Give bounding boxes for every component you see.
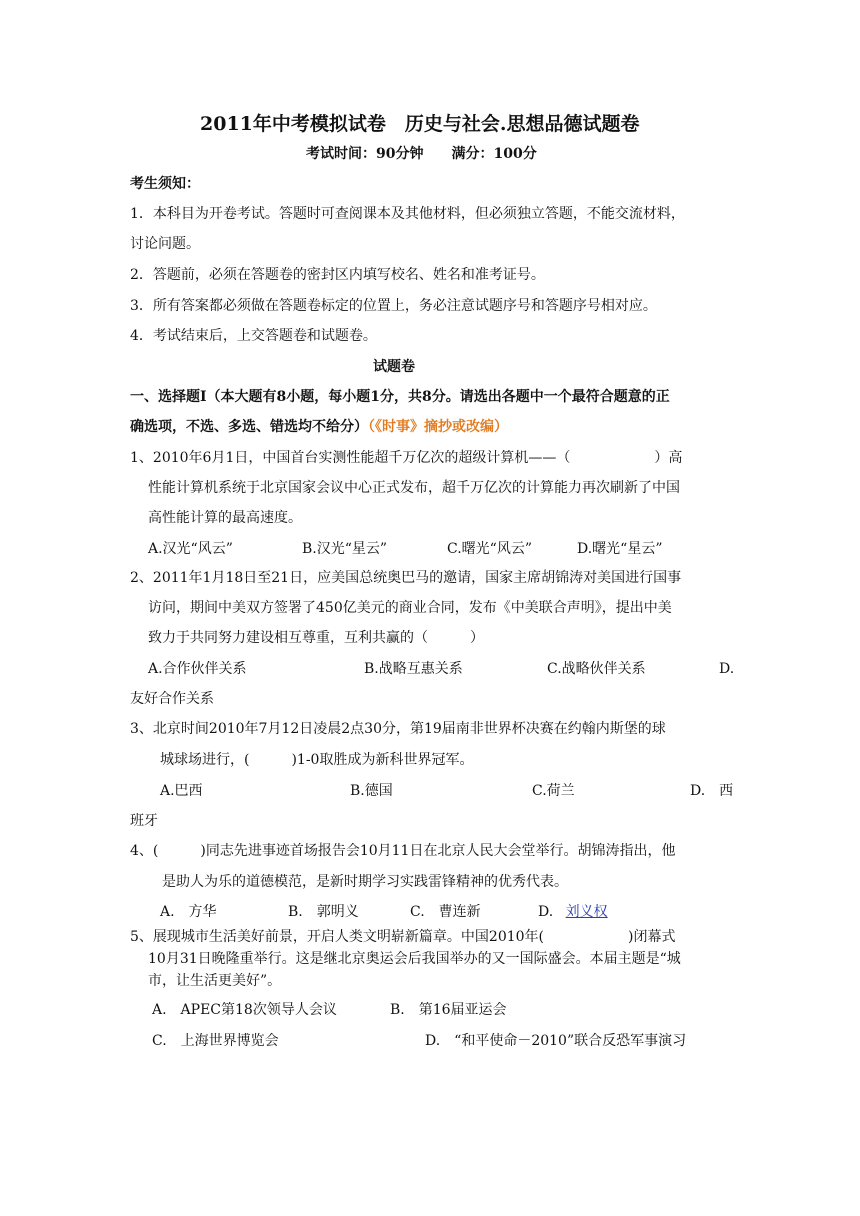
- question-1-line: 高性能计算的最高速度。: [148, 510, 302, 526]
- question-3-option-a: A.巴西: [160, 783, 203, 799]
- question-1-line: 1、2010年6月1日，中国首台实测性能超千万亿次的超级计算机——（ ）高: [130, 450, 683, 466]
- question-5-option-a: A. APEC第18次领导人会议: [152, 1002, 337, 1018]
- section-heading-line2: [130, 418, 508, 436]
- question-2-option-b: B.战略互惠关系: [364, 661, 463, 677]
- question-4-option-d-letter: D.: [538, 904, 554, 920]
- section-heading-text: 确选项，不选、多选、错选均不给分）: [130, 419, 368, 435]
- notice-item: 3．所有答案都必须做在答题卷标定的位置上，务必注意试题序号和答题序号相对应。: [130, 298, 657, 314]
- notice-item: 4．考试结束后，上交答题卷和试题卷。: [130, 328, 377, 344]
- question-5-line: 5、展现城市生活美好前景，开启人类文明崭新篇章。中国2010年( )闭幕式: [130, 929, 676, 945]
- question-2-option-a: A.合作伙伴关系: [148, 661, 247, 677]
- question-5-option-c: C. 上海世界博览会: [152, 1033, 279, 1049]
- question-4-line: 4、( )同志先进事迹首场报告会10月11日在北京人民大会堂举行。胡锦涛指出，他: [130, 843, 676, 859]
- question-3-option-d-wrap: 班牙: [130, 813, 158, 829]
- section-heading: 一、选择题Ⅰ（本大题有8小题，每小题1分，共8分。请选出各题中一个最符合题意的正: [130, 389, 670, 405]
- question-3-option-c: C.荷兰: [532, 783, 575, 799]
- question-2-line: 致力于共同努力建设相互尊重，互利共赢的（ ）: [148, 630, 484, 646]
- notice-heading: 考生须知：: [130, 176, 200, 192]
- question-5-line: 10月31日晚隆重举行。这是继北京奥运会后我国举办的又一国际盛会。本届主题是“城: [148, 951, 681, 967]
- question-2-line: 访问，期间中美双方签署了450亿美元的商业合同，发布《中美联合声明》，提出中美: [148, 600, 672, 616]
- question-1-option-b: B.汉光“星云”: [302, 541, 388, 557]
- question-4-line: 是助人为乐的道德模范，是新时期学习实践雷锋精神的优秀代表。: [162, 874, 568, 890]
- question-4-option-c: C. 曹连新: [410, 904, 481, 920]
- question-5-option-b: B. 第16届亚运会: [390, 1002, 507, 1018]
- question-4-option-d-link[interactable]: 刘义权: [565, 904, 608, 920]
- notice-item: 1．本科目为开卷考试。答题时可查阅课本及其他材料，但必须独立答题，不能交流材料，: [130, 206, 685, 222]
- question-3-option-d: D. 西: [690, 783, 734, 799]
- question-1-option-a: A.汉光“风云”: [148, 541, 233, 557]
- question-5-line: 市，让生活更美好”。: [148, 973, 282, 989]
- question-5-option-d: D. “和平使命－2010”联合反恐军事演习: [425, 1033, 687, 1049]
- question-2-line: 2、2011年1月18日至21日，应美国总统奥巴马的邀请，国家主席胡锦涛对美国进行国事: [130, 570, 682, 586]
- section-source-note: （《时事》摘抄或改编）: [368, 419, 508, 435]
- question-4-option-a: A. 方华: [160, 904, 217, 920]
- question-1-option-d: D.曙光“星云”: [577, 541, 663, 557]
- exam-time-and-score: 考试时间：90分钟 满分：100分: [306, 146, 537, 162]
- question-3-line: 城球场进行，( )1-0取胜成为新科世界冠军。: [160, 752, 474, 768]
- question-2-option-d: D.: [719, 661, 735, 677]
- question-4-option-d: [538, 903, 608, 921]
- question-3-option-b: B.德国: [350, 783, 393, 799]
- question-1-option-c: C.曙光“风云”: [447, 541, 532, 557]
- notice-item: 2．答题前，必须在答题卷的密封区内填写校名、姓名和准考证号。: [130, 267, 545, 283]
- question-3-line: 3、北京时间2010年7月12日凌晨2点30分，第19届南非世界杯决赛在约翰内斯堡的球: [130, 721, 666, 737]
- page-title: 2011年中考模拟试卷 历史与社会.思想品德试题卷: [200, 113, 640, 135]
- question-1-line: 性能计算机系统于北京国家会议中心正式发布，超千万亿次的计算能力再次刷新了中国: [148, 480, 680, 496]
- notice-item: 讨论问题。: [130, 236, 200, 252]
- question-4-option-b: B. 郭明义: [288, 904, 359, 920]
- question-2-option-d-wrap: 友好合作关系: [130, 691, 214, 707]
- section-label: 试题卷: [373, 359, 415, 375]
- question-2-option-c: C.战略伙伴关系: [547, 661, 646, 677]
